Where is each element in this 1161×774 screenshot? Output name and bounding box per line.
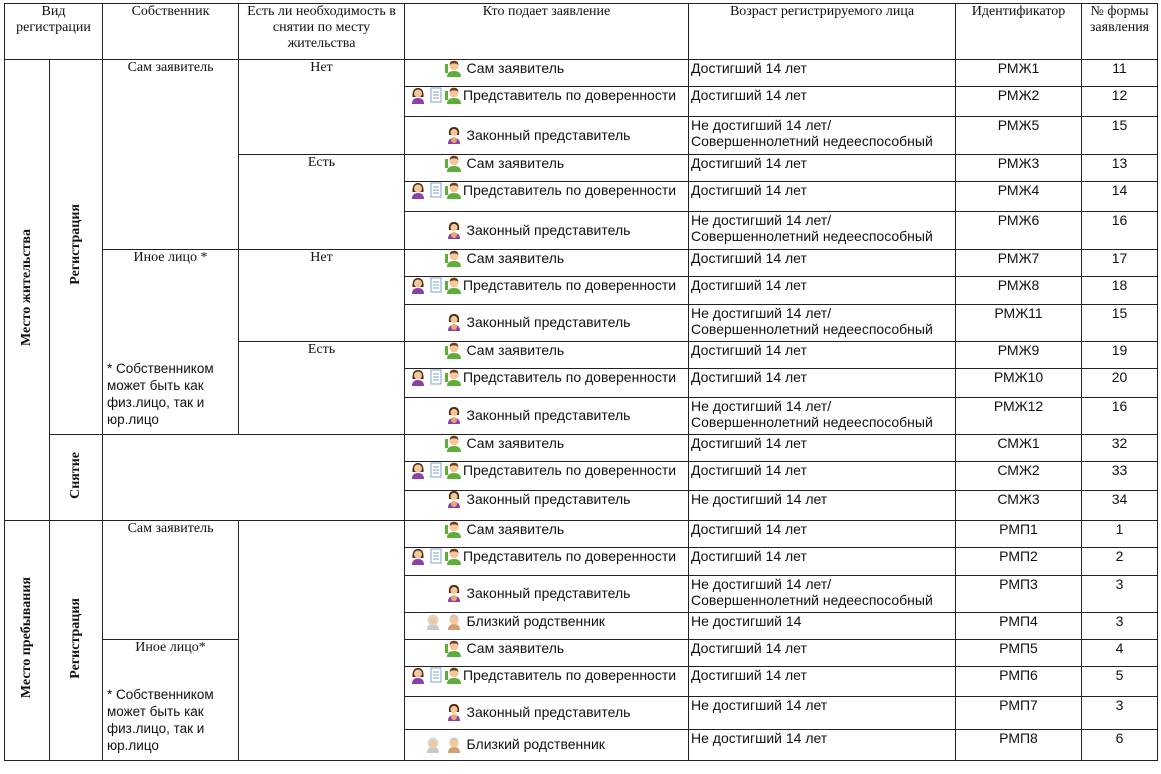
group-stay: Место пребывания [5,521,50,761]
table-row: Представитель по доверенности Достигший 14 лет РМЖ2 12 [5,87,1158,117]
owner-footnote: * Собственником может быть как физ.лицо, так и юр.лицо [107,687,214,753]
woman-document-man-icon [407,667,463,684]
table-row: Представитель по доверенности Достигший 14 лет РМЖ4 14 [5,182,1158,212]
header-age: Возраст регистрируемого лица [689,4,956,60]
woman-with-child-icon [407,222,463,239]
man-raising-hand-icon [407,342,463,359]
man-raising-hand-icon [407,250,463,267]
header-form-number: № формы заявления [1082,4,1158,60]
table-row: Близкий родственник Не достигший 14 РМП4 3 [5,613,1158,640]
table-row: Законный представитель Не достигший 14 лет СМЖ3 34 [5,491,1158,521]
table-row: Представитель по доверенности Достигший 14 лет СМЖ2 33 [5,462,1158,491]
table-row: Представитель по доверенности Достигший 14 лет РМП2 2 [5,548,1158,576]
header-applicant: Кто подает заявление [405,4,689,60]
header-row [5,4,1158,60]
woman-document-man-icon [407,548,463,565]
woman-document-man-icon [407,462,463,479]
subgroup-deregistration: Снятие [50,435,103,521]
owner-self-cell: Сам заявитель [103,521,239,640]
header-owner: Собственник [103,4,239,60]
table-row: Близкий родственник Не достигший 14 лет РМП8 6 [5,730,1158,761]
group-residence: Место жительства [5,60,50,521]
woman-with-child-icon [407,704,463,721]
man-raising-hand-icon [407,521,463,538]
subgroup-registration: Регистрация [50,60,103,435]
woman-with-child-icon [407,314,463,331]
table-row: Представитель по доверенности Достигший 14 лет РМП6 5 [5,667,1158,697]
owner-other-cell: Иное лицо * * Собственником может быть как физ.лицо, так и юр.лицо [103,250,239,435]
table-row: Законный представитель Не достигший 14 лет/ Совершеннолетний недееспособный РМЖ12 16 [5,398,1158,435]
table-row: Иное лицо* * Собственником может быть как физ.лицо, так и юр.лицо Сам заявитель Достигший 14 лет РМП5 4 [5,640,1158,667]
table-row: Есть Сам заявитель Достигший 14 лет РМЖ9 19 [5,342,1158,369]
man-raising-hand-icon [407,435,463,452]
woman-document-man-icon [407,182,463,199]
header-identifier: Идентификатор [956,4,1082,60]
elderly-couple-icon [407,736,463,753]
woman-with-child-icon [407,585,463,602]
woman-with-child-icon [407,127,463,144]
elderly-couple-icon [407,613,463,630]
table-row: Законный представитель Не достигший 14 лет/ Совершеннолетний недееспособный РМП3 3 [5,576,1158,613]
header-deregistration-need: Есть ли необходимость в снятии по месту жительства [239,4,405,60]
owner-other-cell: Иное лицо* * Собственником может быть как физ.лицо, так и юр.лицо [103,640,239,761]
need-yes-cell: Есть [239,155,405,250]
table-row: Место пребывания Регистрация Сам заявитель Сам заявитель Достигший 14 лет РМП1 1 [5,521,1158,548]
need-no-cell: Нет [239,250,405,342]
woman-document-man-icon [407,87,463,104]
table-row: Место жительства Регистрация Сам заявитель Нет Сам заявитель Достигший 14 лет РМЖ1 11 [5,60,1158,87]
man-raising-hand-icon [407,60,463,77]
owner-footnote: * Собственником может быть как физ.лицо, так и юр.лицо [107,361,214,427]
empty-owner-cell [103,435,405,521]
registration-forms-table [4,3,1158,761]
table-row: Иное лицо * * Собственником может быть как физ.лицо, так и юр.лицо Нет Сам заявитель Достигший 14 лет РМЖ7 17 [5,250,1158,277]
woman-with-child-icon [407,491,463,508]
man-raising-hand-icon [407,640,463,657]
table-row: Законный представитель Не достигший 14 лет РМП7 3 [5,697,1158,730]
subgroup-registration-stay: Регистрация [50,521,103,761]
woman-document-man-icon [407,277,463,294]
man-raising-hand-icon [407,155,463,172]
need-yes-cell: Есть [239,342,405,435]
empty-need-cell [239,521,405,761]
woman-with-child-icon [407,407,463,424]
table-row: Законный представитель Не достигший 14 лет/ Совершеннолетний недееспособный РМЖ5 15 [5,117,1158,155]
header-registration-type: Вид регистрации [5,4,103,60]
table-row: Законный представитель Не достигший 14 лет/ Совершеннолетний недееспособный РМЖ11 15 [5,305,1158,342]
table-row: Представитель по доверенности Достигший 14 лет РМЖ8 18 [5,277,1158,305]
table-row: Есть Сам заявитель Достигший 14 лет РМЖ3 13 [5,155,1158,182]
woman-document-man-icon [407,369,463,386]
table-row: Представитель по доверенности Достигший 14 лет РМЖ10 20 [5,369,1158,398]
owner-self-cell: Сам заявитель [103,60,239,250]
table-row: Снятие Сам заявитель Достигший 14 лет СМЖ1 32 [5,435,1158,462]
table-row: Законный представитель Не достигший 14 лет/ Совершеннолетний недееспособный РМЖ6 16 [5,212,1158,250]
need-no-cell: Нет [239,60,405,155]
